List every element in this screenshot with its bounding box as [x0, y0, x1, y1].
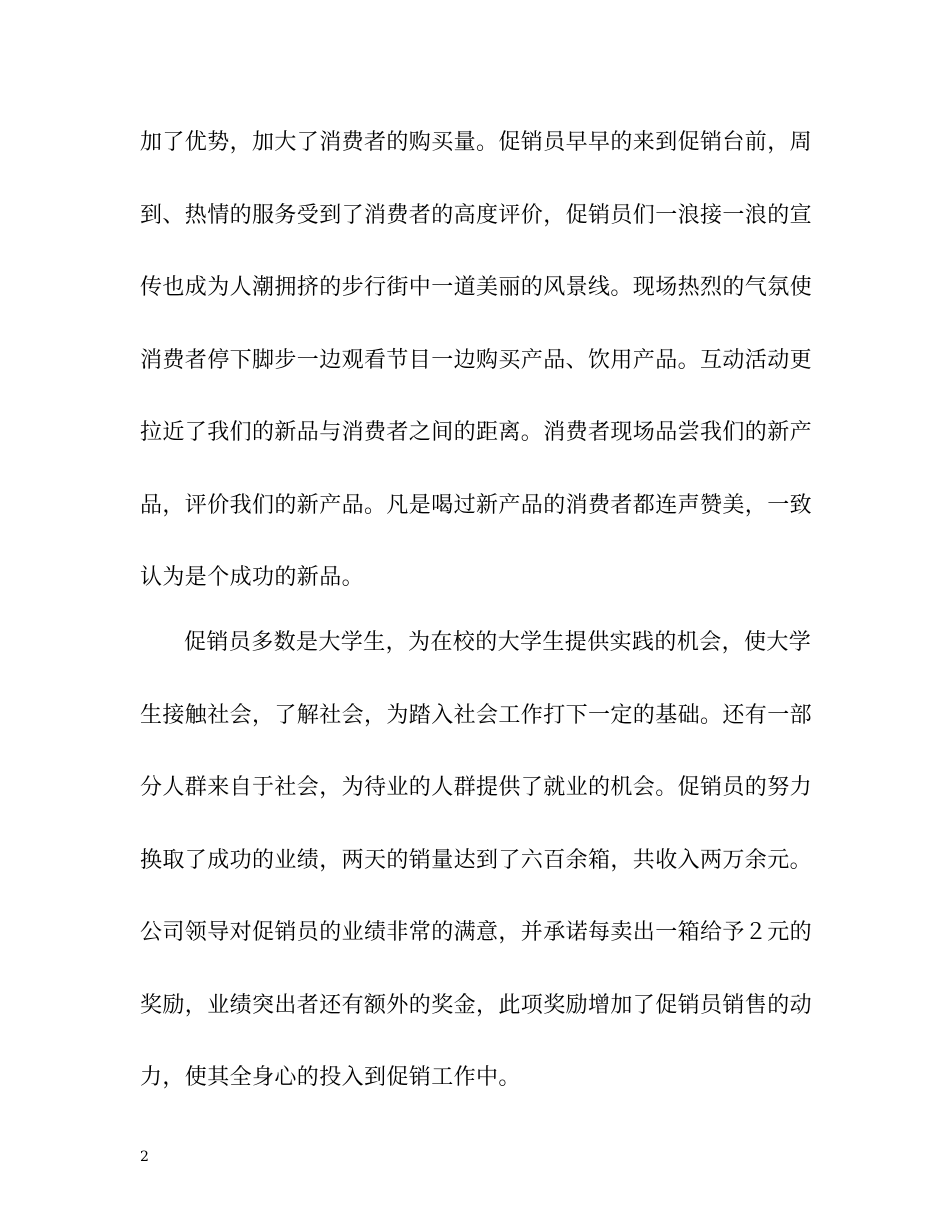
- paragraph-line: 换取了成功的业绩，两天的销量达到了六百余箱，共收入两万余元。: [140, 848, 813, 873]
- paragraph-line: 生接触社会，了解社会，为踏入社会工作打下一定的基础。还有一部: [140, 703, 813, 728]
- paragraph-line: 公司领导对促销员的业绩非常的满意，并承诺每卖出一箱给予２元的: [140, 920, 813, 945]
- paragraph-line: 消费者停下脚步一边观看节目一边购买产品、饮用产品。互动活动更: [140, 348, 813, 373]
- paragraph-line: 拉近了我们的新品与消费者之间的距离。消费者现场品尝我们的新产: [140, 420, 813, 445]
- paragraph-line: 促销员多数是大学生，为在校的大学生提供实践的机会，使大学: [184, 630, 812, 655]
- paragraph-line: 分人群来自于社会，为待业的人群提供了就业的机会。促销员的努力: [140, 775, 813, 800]
- paragraph-line: 到、热情的服务受到了消费者的高度评价，促销员们一浪接一浪的宣: [140, 203, 813, 228]
- paragraph-line: 力，使其全身心的投入到促销工作中。: [140, 1065, 521, 1090]
- paragraph-line: 品，评价我们的新产品。凡是喝过新产品的消费者都连声赞美，一致: [140, 493, 813, 518]
- paragraph-line: 加了优势，加大了消费者的购买量。促销员早早的来到促销台前，周: [140, 130, 813, 155]
- paragraph-line: 认为是个成功的新品。: [140, 565, 365, 590]
- page-number: 2: [140, 1149, 149, 1165]
- paragraph-line: 奖励，业绩突出者还有额外的奖金，此项奖励增加了促销员销售的动: [140, 993, 813, 1018]
- paragraph-line: 传也成为人潮拥挤的步行街中一道美丽的风景线。现场热烈的气氛使: [140, 275, 813, 300]
